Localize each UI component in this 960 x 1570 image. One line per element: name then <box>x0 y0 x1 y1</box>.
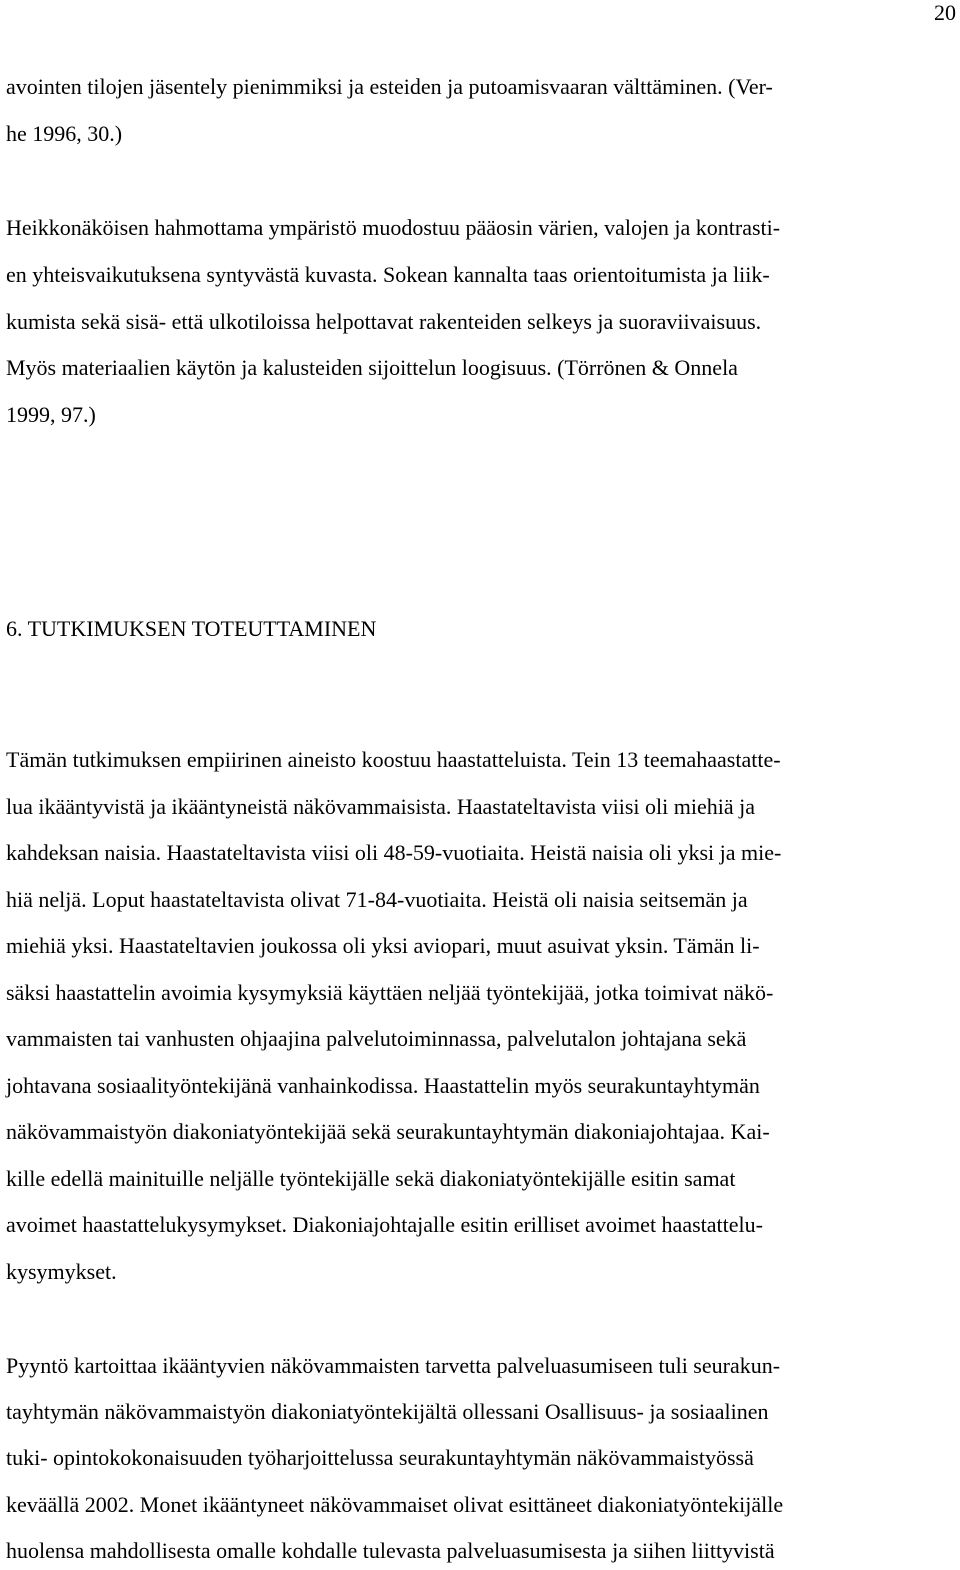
text-line: en yhteisvaikutuksena syntyvästä kuvasta. Sokean kannalta taas orientoitumista ja liik- <box>6 262 770 287</box>
text-line: Heikkonäköisen hahmottama ympäristö muodostuu pääosin värien, valojen ja kontrasti- <box>6 215 781 240</box>
text-line: tayhtymän näkövammaistyön diakoniatyöntekijältä ollessani Osallisuus- ja sosiaalinen <box>6 1399 769 1424</box>
text-line: miehiä yksi. Haastateltavien joukossa oli yksi aviopari, muut asuivat yksin. Tämän li- <box>6 933 760 958</box>
text-line: keväällä 2002. Monet ikääntyneet näkövammaiset olivat esittäneet diakoniatyöntekijälle <box>6 1492 784 1517</box>
text-line: hiä neljä. Loput haastateltavista olivat 71-84-vuotiaita. Heistä oli naisia seitsemän ja <box>6 887 748 912</box>
page-number: 20 <box>934 0 956 25</box>
text-line: avoimet haastattelukysymykset. Diakoniajohtajalle esitin erilliset avoimet haastattelu- <box>6 1212 763 1237</box>
text-line: säksi haastattelin avoimia kysymyksiä käyttäen neljää työntekijää, jotka toimivat näkö- <box>6 980 774 1005</box>
text-line: näkövammaistyön diakoniatyöntekijää sekä seurakuntayhtymän diakoniajohtajaa. Kai- <box>6 1119 770 1144</box>
text-line: kahdeksan naisia. Haastateltavista viisi oli 48-59-vuotiaita. Heistä naisia oli yksi ja mie- <box>6 840 782 865</box>
text-line: Myös materiaalien käytön ja kalusteiden sijoittelun loogisuus. (Törrönen & Onnela <box>6 355 738 380</box>
text-line: kille edellä mainituille neljälle työntekijälle sekä diakoniatyöntekijälle esitin samat <box>6 1166 736 1191</box>
text-line: he 1996, 30.) <box>6 121 123 146</box>
text-line: kumista sekä sisä- että ulkotiloissa helpottavat rakenteiden selkeys ja suoraviivaisuus. <box>6 309 762 334</box>
section-heading: 6. TUTKIMUKSEN TOTEUTTAMINEN <box>6 616 377 641</box>
text-line: lua ikääntyvistä ja ikääntyneistä näkövammaisista. Haastateltavista viisi oli miehiä ja <box>6 794 756 819</box>
text-line: Tämän tutkimuksen empiirinen aineisto koostuu haastatteluista. Tein 13 teemahaastatte- <box>6 747 781 772</box>
text-line: 1999, 97.) <box>6 402 96 427</box>
text-line: johtavana sosiaalityöntekijänä vanhainkodissa. Haastattelin myös seurakuntayhtymän <box>6 1073 760 1098</box>
text-line: Pyyntö kartoittaa ikääntyvien näkövammaisten tarvetta palveluasumiseen tuli seurakun- <box>6 1353 781 1378</box>
text-line: avointen tilojen jäsentely pienimmiksi ja esteiden ja putoamisvaaran välttäminen. (Ver- <box>6 74 773 99</box>
text-line: kysymykset. <box>6 1259 117 1284</box>
text-line: vammaisten tai vanhusten ohjaajina palvelutoiminnassa, palvelutalon johtajana sekä <box>6 1026 747 1051</box>
text-line: tuki- opintokokonaisuuden työharjoittelussa seurakuntayhtymän näkövammaistyössä <box>6 1445 754 1470</box>
text-line: huolensa mahdollisesta omalle kohdalle tulevasta palveluasumisesta ja siihen liittyvistä <box>6 1538 775 1563</box>
